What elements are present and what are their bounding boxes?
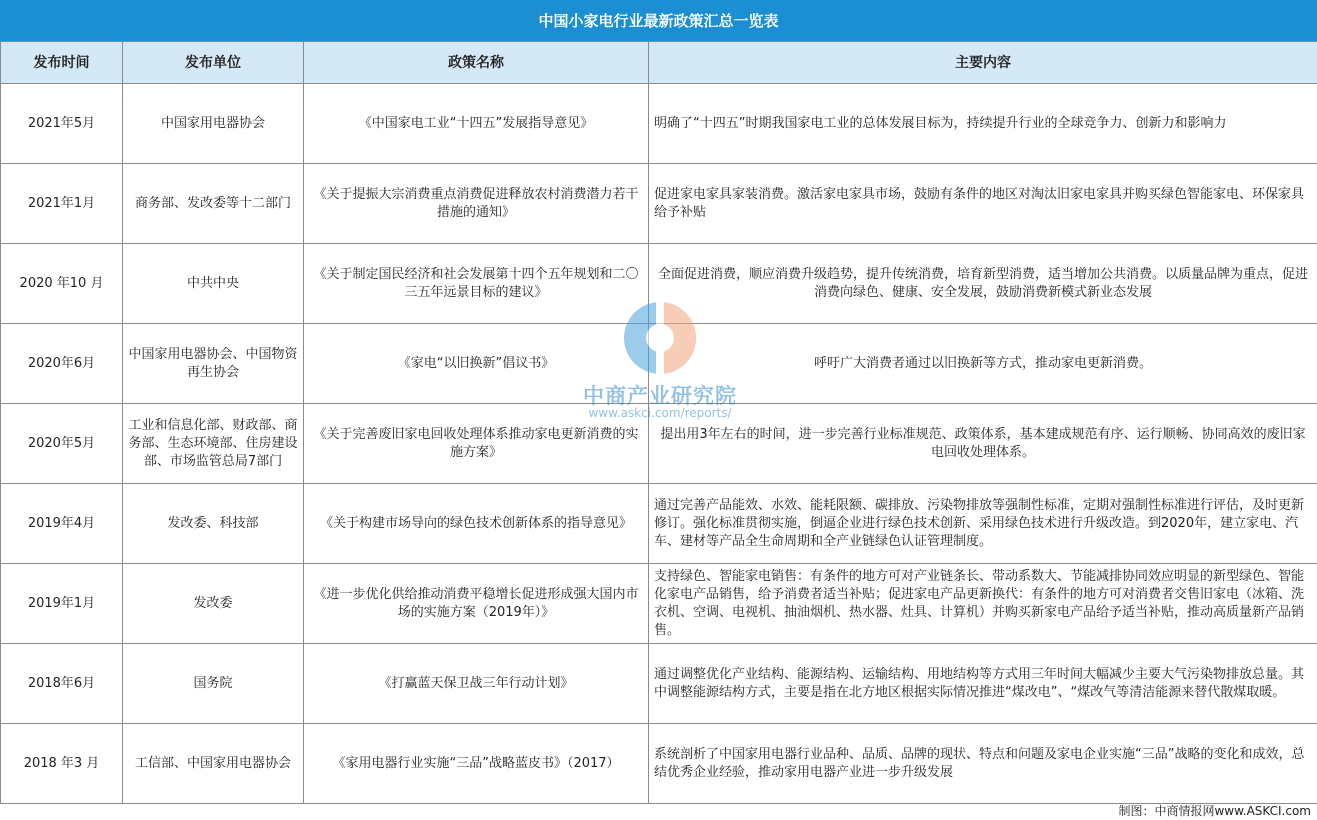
cell-content: 明确了“十四五”时期我国家电工业的总体发展目标为，持续提升行业的全球竞争力、创新力和影响力 [649,84,1317,164]
cell-policy: 《打赢蓝天保卫战三年行动计划》 [304,644,649,724]
cell-issuer: 工信部、中国家用电器协会 [123,724,304,804]
cell-policy: 《关于提振大宗消费重点消费促进释放农村消费潜力若干措施的通知》 [304,164,649,244]
cell-date: 2018 年3 月 [1,724,123,804]
table-row [1,484,1317,564]
header-date: 发布时间 [1,42,123,84]
cell-date: 2020年5月 [1,404,123,484]
cell-policy: 《家电“以旧换新”倡议书》 [304,324,649,404]
header-policy: 政策名称 [304,42,649,84]
cell-policy: 《关于制定国民经济和社会发展第十四个五年规划和二〇三五年远景目标的建议》 [304,244,649,324]
header-row [1,42,1317,84]
cell-content: 全面促进消费，顺应消费升级趋势，提升传统消费，培育新型消费，适当增加公共消费。以质量品牌为重点，促进消费向绿色、健康、安全发展，鼓励消费新模式新业态发展 [649,244,1317,324]
cell-issuer: 发改委 [123,564,304,644]
header-content: 主要内容 [649,42,1317,84]
cell-date: 2021年1月 [1,164,123,244]
table-row [1,404,1317,484]
watermark-name: 中商产业研究院 [583,384,737,408]
table-row [1,324,1317,404]
cell-policy: 《进一步优化供给推动消费平稳增长促进形成强大国内市场的实施方案（2019年）》 [304,564,649,644]
cell-issuer: 中国家用电器协会、中国物资再生协会 [123,324,304,404]
table-row [1,164,1317,244]
cell-date: 2018年6月 [1,644,123,724]
header-issuer: 发布单位 [123,42,304,84]
cell-date: 2020 年10 月 [1,244,123,324]
policy-table [0,41,1317,804]
cell-content: 通过调整优化产业结构、能源结构、运输结构、用地结构等方式用三年时间大幅减少主要大气污染物排放总量。其中调整能源结构方式，主要是指在北方地区根据实际情况推进“煤改电”、“煤改气等清洁能源来替代散煤取暖。 [649,644,1317,724]
table-row [1,644,1317,724]
cell-content: 系统剖析了中国家用电器行业品种、品质、品牌的现状、特点和问题及家电企业实施“三品”战略的变化和成效，总结优秀企业经验，推动家用电器产业进一步升级发展 [649,724,1317,804]
table-row [1,724,1317,804]
table-title: 中国小家电行业最新政策汇总一览表 [0,0,1317,41]
cell-issuer: 中共中央 [123,244,304,324]
cell-date: 2020年6月 [1,324,123,404]
cell-date: 2019年1月 [1,564,123,644]
table-row [1,244,1317,324]
table-row [1,564,1317,644]
cell-date: 2021年5月 [1,84,123,164]
cell-issuer: 商务部、发改委等十二部门 [123,164,304,244]
cell-issuer: 国务院 [123,644,304,724]
cell-content: 通过完善产品能效、水效、能耗限额、碳排放、污染物排放等强制性标准，定期对强制性标准进行评估，及时更新修订。强化标准贯彻实施，倒逼企业进行绿色技术创新、采用绿色技术进行升级改造。到2020年，建立家电、汽车、建材等产品全生命周期和全产业链绿色认证管理制度。 [649,484,1317,564]
cell-policy: 《关于完善废旧家电回收处理体系推动家电更新消费的实施方案》 [304,404,649,484]
watermark-url: www.askci.com/reports/ [588,406,732,420]
cell-content: 促进家电家具家装消费。激活家电家具市场，鼓励有条件的地区对淘汰旧家电家具并购买绿色智能家电、环保家具给予补贴 [649,164,1317,244]
cell-content: 提出用3年左右的时间，进一步完善行业标准规范、政策体系，基本建成规范有序、运行顺畅、协同高效的废旧家电回收处理体系。 [649,404,1317,484]
cell-policy: 《中国家电工业“十四五”发展指导意见》 [304,84,649,164]
cell-issuer: 工业和信息化部、财政部、商务部、生态环境部、住房建设部、市场监管总局7部门 [123,404,304,484]
cell-content: 支持绿色、智能家电销售：有条件的地方可对产业链条长、带动系数大、节能减排协同效应明显的新型绿色、智能化家电产品销售，给予消费者适当补贴；促进家电产品更新换代：有条件的地方可对消费者交售旧家电（冰箱、洗衣机、空调、电视机、抽油烟机、热水器、灶具、计算机）并购买新家电产品给予适当补贴，推动高质量新产品销售。 [649,564,1317,644]
table-row [1,84,1317,164]
cell-date: 2019年4月 [1,484,123,564]
cell-content: 呼吁广大消费者通过以旧换新等方式，推动家电更新消费。 [649,324,1317,404]
cell-issuer: 中国家用电器协会 [123,84,304,164]
footer-credit: 制图：中商情报网www.ASKCI.com [1118,804,1311,818]
cell-policy: 《关于构建市场导向的绿色技术创新体系的指导意见》 [304,484,649,564]
cell-issuer: 发改委、科技部 [123,484,304,564]
cell-policy: 《家用电器行业实施“三品”战略蓝皮书》（2017） [304,724,649,804]
